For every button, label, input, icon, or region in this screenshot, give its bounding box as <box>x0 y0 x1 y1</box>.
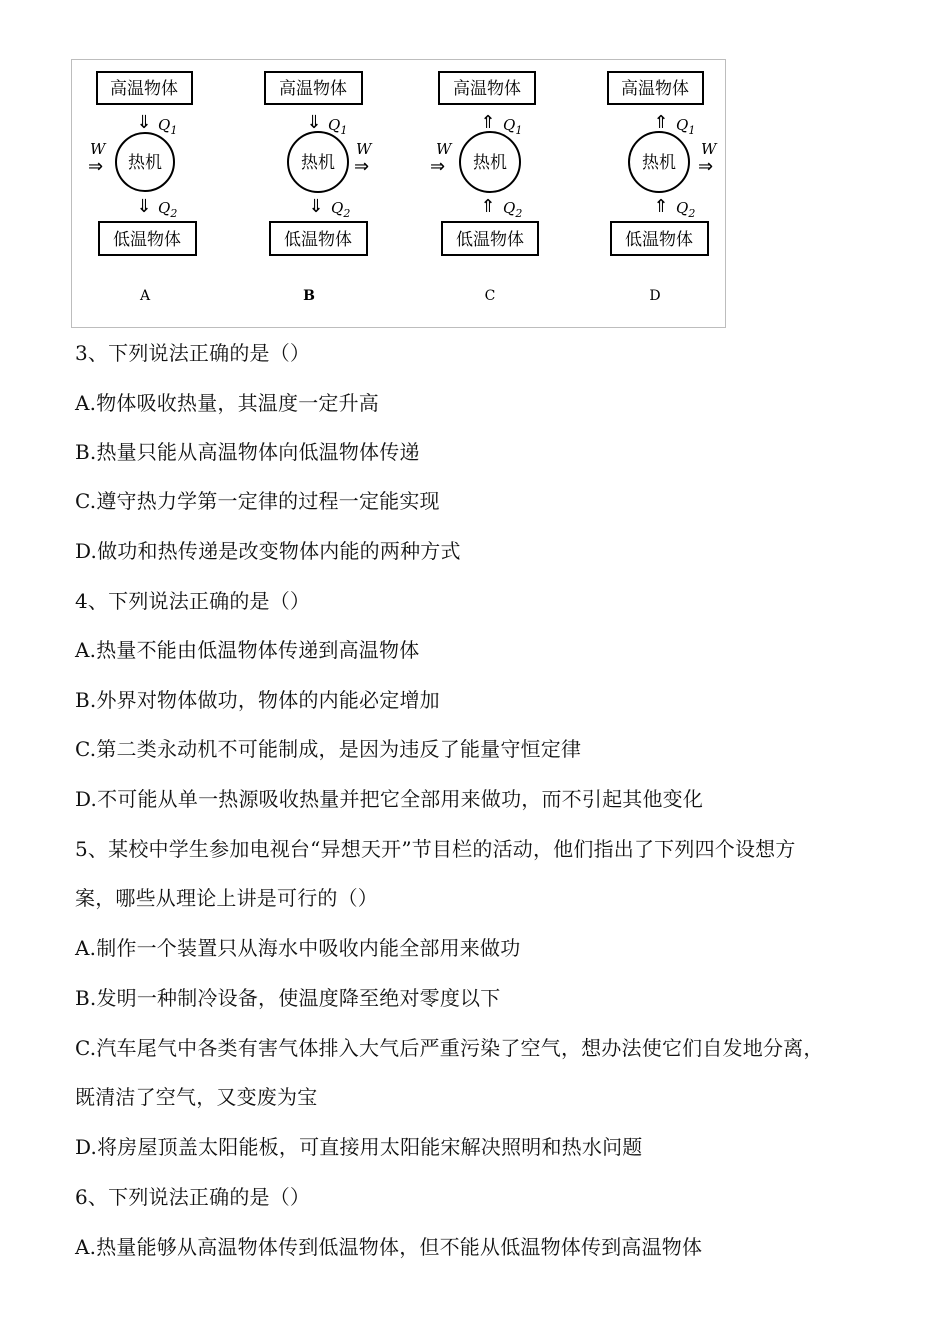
down-arrow-icon: ⇓ <box>136 196 152 217</box>
panel-b <box>265 72 373 304</box>
engine-label: 热机 <box>128 153 162 173</box>
caption-a: A <box>139 288 151 304</box>
question-5-option-c-line-1: C.汽车尾气中各类有害气体排入大气后严重污染了空气，想办法使它们自发地分离， <box>75 1036 824 1060</box>
right-arrow-icon: ⇒ <box>698 156 714 177</box>
question-6-option-a: A.热量能够从高温物体传到低温物体，但不能从低温物体传到高温物体 <box>75 1235 703 1259</box>
question-4-option-a: A.热量不能由低温物体传递到高温物体 <box>75 638 420 662</box>
question-3-option-d: D.做功和热传递是改变物体内能的两种方式 <box>75 539 461 563</box>
right-arrow-icon: ⇒ <box>88 156 104 177</box>
work-label: W <box>356 140 372 158</box>
high-temp-label: 高温物体 <box>621 79 689 99</box>
q1-label: $Q_1$ <box>328 116 348 137</box>
up-arrow-icon: ⇑ <box>480 112 496 133</box>
up-arrow-icon: ⇑ <box>480 196 496 217</box>
question-3-stem: 3、下列说法正确的是（） <box>75 341 311 365</box>
work-label: W <box>90 140 106 158</box>
question-5-option-d: D.将房屋顶盖太阳能板，可直接用太阳能宋解决照明和热水问题 <box>75 1135 643 1159</box>
question-4-option-d: D.不可能从单一热源吸收热量并把它全部用来做功，而不引起其他变化 <box>75 787 704 811</box>
low-temp-label: 低温物体 <box>625 230 693 250</box>
panel-a <box>88 72 196 304</box>
down-arrow-icon: ⇓ <box>306 112 322 133</box>
engine-label: 热机 <box>473 153 507 173</box>
question-5-option-a: A.制作一个装置只从海水中吸收内能全部用来做功 <box>75 936 521 960</box>
question-5-stem-line-1: 5、某校中学生参加电视台“异想天开”节目栏的活动，他们指出了下列四个设想方 <box>75 837 796 861</box>
caption-c: C <box>484 288 496 304</box>
question-3-option-c: C.遵守热力学第一定律的过程一定能实现 <box>75 489 440 513</box>
q1-label: $Q_1$ <box>503 116 523 137</box>
work-label: W <box>701 140 717 158</box>
up-arrow-icon: ⇑ <box>653 196 669 217</box>
high-temp-label: 高温物体 <box>110 79 178 99</box>
question-3-option-a: A.物体吸收热量，其温度一定升高 <box>75 391 380 415</box>
low-temp-label: 低温物体 <box>456 230 524 250</box>
right-arrow-icon: ⇒ <box>430 156 446 177</box>
engine-label: 热机 <box>642 153 676 173</box>
panel-d <box>608 72 718 304</box>
question-5-stem-line-2: 案，哪些从理论上讲是可行的（） <box>75 886 378 910</box>
panel-c <box>430 72 538 304</box>
heat-engine-figure <box>71 59 726 328</box>
heat-engine-diagrams <box>72 60 727 329</box>
q1-label: $Q_1$ <box>676 116 696 137</box>
question-4-stem: 4、下列说法正确的是（） <box>75 589 311 613</box>
down-arrow-icon: ⇓ <box>308 196 324 217</box>
low-temp-label: 低温物体 <box>284 230 352 250</box>
question-4-option-c: C.第二类永动机不可能制成，是因为违反了能量守恒定律 <box>75 737 582 761</box>
caption-d: D <box>649 288 661 304</box>
work-label: W <box>436 140 452 158</box>
q2-label: $Q_2$ <box>503 199 523 220</box>
down-arrow-icon: ⇓ <box>136 112 152 133</box>
low-temp-label: 低温物体 <box>113 230 181 250</box>
q2-label: $Q_2$ <box>331 199 351 220</box>
question-4-option-b: B.外界对物体做功，物体的内能必定增加 <box>75 688 440 712</box>
right-arrow-icon: ⇒ <box>354 156 370 177</box>
question-5-option-b: B.发明一种制冷设备，使温度降至绝对零度以下 <box>75 986 501 1010</box>
question-5-option-c-line-2: 既清洁了空气，又变废为宝 <box>75 1085 318 1109</box>
engine-label: 热机 <box>301 153 335 173</box>
question-6-stem: 6、下列说法正确的是（） <box>75 1185 311 1209</box>
up-arrow-icon: ⇑ <box>653 112 669 133</box>
high-temp-label: 高温物体 <box>453 79 521 99</box>
question-3-option-b: B.热量只能从高温物体向低温物体传递 <box>75 440 420 464</box>
high-temp-label: 高温物体 <box>279 79 347 99</box>
q1-label: $Q_1$ <box>158 116 178 137</box>
caption-b: B <box>303 288 315 304</box>
q2-label: $Q_2$ <box>158 199 178 220</box>
q2-label: $Q_2$ <box>676 199 696 220</box>
